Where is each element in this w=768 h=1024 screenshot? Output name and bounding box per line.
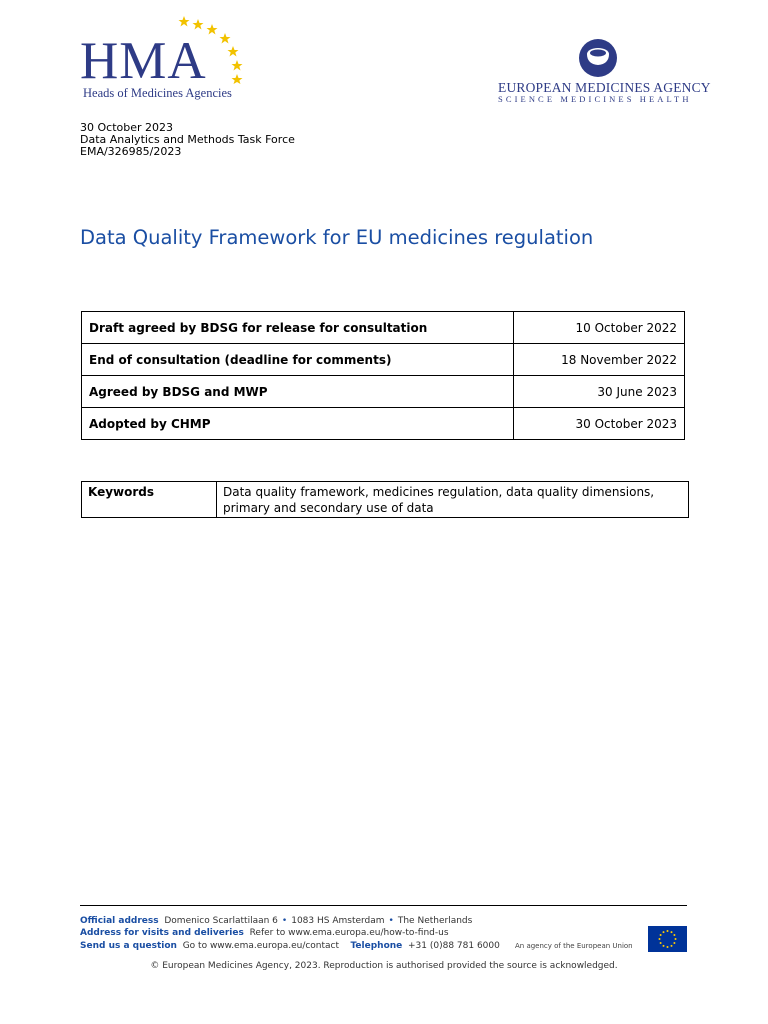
document-group: Data Analytics and Methods Task Force	[80, 133, 295, 146]
hma-logo-subtitle: Heads of Medicines Agencies	[83, 86, 232, 100]
keywords-line: Data quality framework, medicines regulation, data quality dimensions,	[223, 485, 655, 499]
timeline-label: Agreed by BDSG and MWP	[82, 376, 514, 408]
hma-logo-letters: HMA	[80, 32, 207, 90]
table-row	[82, 482, 689, 518]
timeline-label: Draft agreed by BDSG for release for consultation	[82, 312, 514, 344]
telephone-number: +31 (0)88 781 6000	[408, 941, 500, 951]
timeline-date: 10 October 2022	[514, 312, 685, 344]
official-street: Domenico Scarlattilaan 6	[164, 916, 278, 926]
hma-logo	[80, 14, 252, 102]
keywords-value	[217, 482, 689, 518]
footer-official-address: Official address Domenico Scarlattilaan 6 • 1083 HS Amsterdam • The Netherlands	[80, 916, 473, 926]
visits-label: Address for visits and deliveries	[80, 928, 244, 938]
page-title: Data Quality Framework for EU medicines regulation	[80, 226, 594, 249]
table-row	[82, 408, 685, 440]
table-row	[82, 376, 685, 408]
contact-link[interactable]: Go to www.ema.europa.eu/contact	[182, 941, 340, 951]
question-label: Send us a question	[80, 941, 177, 951]
timeline-table	[81, 311, 685, 440]
ema-logo	[496, 38, 711, 104]
footer-divider	[80, 905, 687, 906]
keywords-table	[81, 481, 689, 518]
ema-logo-tagline: SCIENCE MEDICINES HEALTH	[498, 94, 692, 104]
document-reference: EMA/326985/2023	[80, 145, 182, 158]
document-date: 30 October 2023	[80, 121, 174, 134]
official-city: 1083 HS Amsterdam	[291, 916, 385, 926]
table-row	[82, 344, 685, 376]
telephone-label: Telephone	[350, 941, 403, 951]
table-row	[82, 312, 685, 344]
ema-logo-name: EUROPEAN MEDICINES AGENCY	[498, 80, 711, 95]
copyright-notice: © European Medicines Agency, 2023. Reproduction is authorised provided the source is acknowledged.	[150, 961, 618, 971]
timeline-date: 30 June 2023	[514, 376, 685, 408]
keywords-label: Keywords	[82, 482, 217, 518]
agency-eu-text: An agency of the European Union	[515, 942, 633, 950]
timeline-date: 30 October 2023	[514, 408, 685, 440]
footer-contact	[80, 940, 500, 952]
ema-emblem-icon	[578, 38, 618, 78]
timeline-label: End of consultation (deadline for comments)	[82, 344, 514, 376]
keywords-line: primary and secondary use of data	[223, 501, 434, 515]
footer-visits	[80, 927, 449, 939]
official-country: The Netherlands	[397, 916, 473, 926]
timeline-label: Adopted by CHMP	[82, 408, 514, 440]
eu-flag-icon	[648, 926, 687, 952]
official-address-label: Official address	[80, 916, 159, 926]
timeline-date: 18 November 2022	[514, 344, 685, 376]
visits-link[interactable]: Refer to www.ema.europa.eu/how-to-find-us	[249, 928, 449, 938]
